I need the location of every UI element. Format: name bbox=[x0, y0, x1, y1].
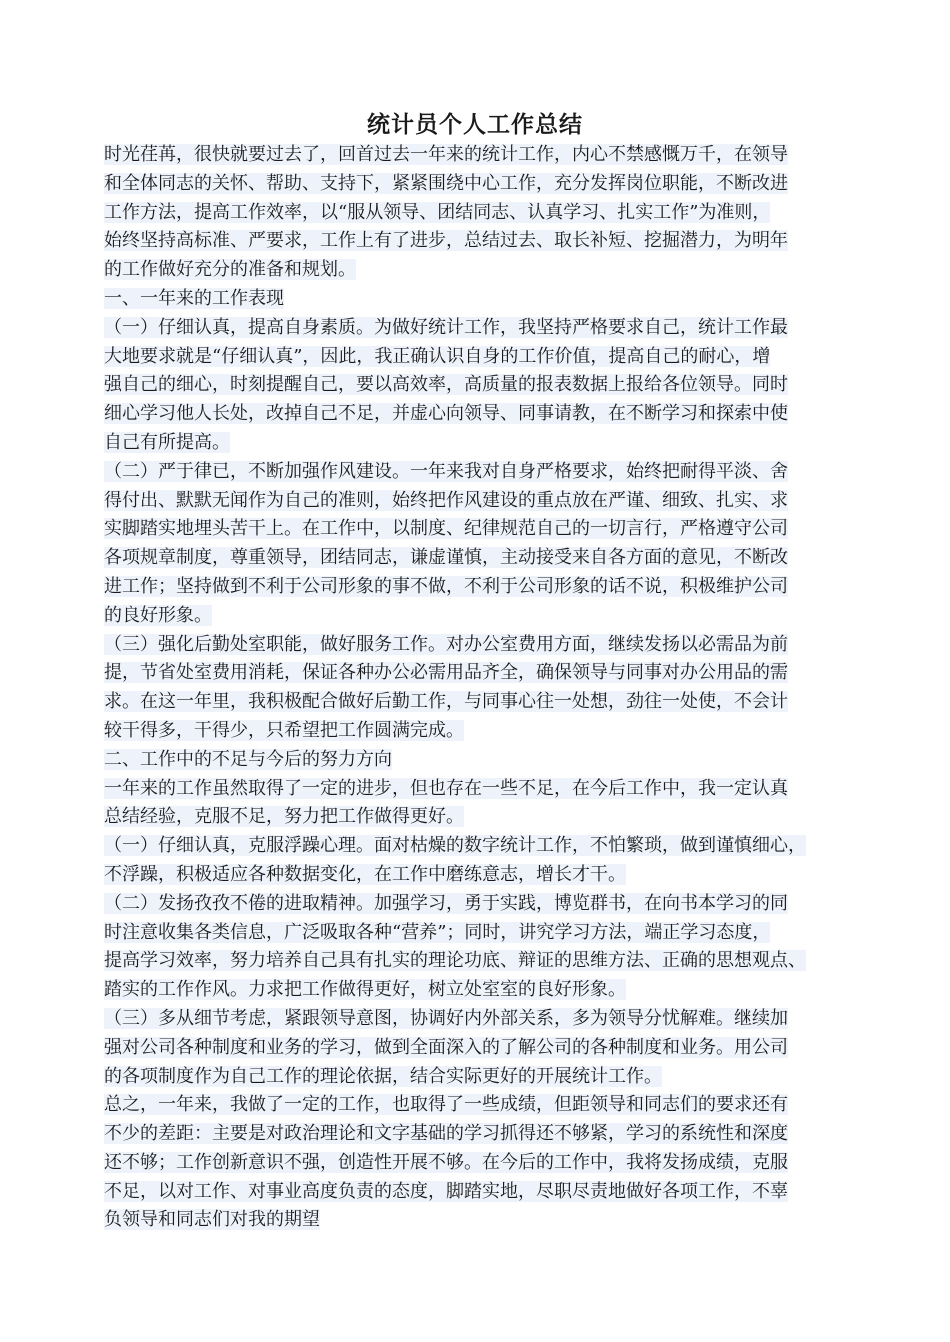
text-line bbox=[104, 832, 852, 861]
text-line-content: 的良好形象。 bbox=[104, 604, 212, 626]
text-line bbox=[104, 746, 852, 775]
text-line-content: 得付出、默默无闻作为自己的准则，始终把作风建设的重点放在严谨、细致、扎实、求 bbox=[104, 489, 788, 511]
text-line-content: 进工作；坚持做到不利于公司形象的事不做，不利于公司形象的话不说，积极维护公司 bbox=[104, 575, 788, 597]
text-line-content: 时光荏苒，很快就要过去了，回首过去一年来的统计工作，内心不禁感慨万千，在领导 bbox=[104, 144, 788, 165]
text-line bbox=[104, 602, 852, 631]
text-line-content: 时注意收集各类信息，广泛吸取各种“营养”；同时，讲究学习方法，端正学习态度， bbox=[104, 921, 771, 943]
text-line-content: 不足，以对工作、对事业高度负责的态度，脚踏实地，尽职尽责地做好各项工作，不辜 bbox=[104, 1180, 788, 1202]
text-line-content: 不少的差距：主要是对政治理论和文字基础的学习抓得还不够紧，学习的系统性和深度 bbox=[104, 1123, 788, 1145]
text-line bbox=[104, 688, 852, 717]
text-line-content: （三）强化后勤处室职能，做好服务工作。对办公室费用方面，继续发扬以必需品为前 bbox=[104, 633, 788, 655]
text-line-content: 不浮躁，积极适应各种数据变化，在工作中磨练意志，增长才干。 bbox=[104, 863, 626, 885]
text-line-content: 二、工作中的不足与今后的努力方向 bbox=[104, 748, 392, 770]
text-line bbox=[104, 170, 852, 199]
document-title: 统计员个人工作总结 bbox=[367, 111, 583, 138]
text-line-content: 强对公司各种制度和业务的学习，做到全面深入的了解公司的各种制度和业务。用公司 bbox=[104, 1036, 788, 1058]
text-line-content: （三）多从细节考虑，紧跟领导意图，协调好内外部关系，多为领导分忧解难。继续加 bbox=[104, 1007, 788, 1029]
text-line-content: （一）仔细认真，提高自身素质。为做好统计工作，我坚持严格要求自己，统计工作最 bbox=[104, 316, 788, 338]
text-line-content: 细心学习他人长处，改掉自己不足，并虚心向领导、同事请教，在不断学习和探索中使 bbox=[104, 403, 788, 425]
text-line bbox=[104, 429, 852, 458]
text-line bbox=[104, 371, 852, 400]
text-line bbox=[104, 285, 852, 314]
text-line-content: 实脚踏实地埋头苦干上。在工作中，以制度、纪律规范自己的一切言行，严格遵守公司 bbox=[104, 518, 788, 540]
text-line bbox=[104, 919, 852, 948]
text-line bbox=[104, 1091, 852, 1120]
text-line-content: 和全体同志的关怀、帮助、支持下，紧紧围绕中心工作，充分发挥岗位职能，不断改进 bbox=[104, 172, 788, 194]
text-line bbox=[104, 659, 852, 688]
text-line-content: 负领导和同志们对我的期望 bbox=[104, 1209, 320, 1231]
text-line-content: 提高学习效率，努力培养自己具有扎实的理论功底、辩证的思维方法、正确的思想观点、 bbox=[104, 950, 806, 972]
text-line-content: （二）严于律已，不断加强作风建设。一年来我对自身严格要求，始终把耐得平淡、舍 bbox=[104, 460, 788, 482]
text-line-content: 的工作做好充分的准备和规划。 bbox=[104, 259, 356, 281]
text-line-content: 提，节省处室费用消耗，保证各种办公必需用品齐全，确保领导与同事对办公用品的需 bbox=[104, 662, 788, 684]
text-line bbox=[104, 227, 852, 256]
text-line bbox=[104, 256, 852, 285]
text-line bbox=[104, 1120, 852, 1149]
text-line bbox=[104, 544, 852, 573]
text-line bbox=[104, 631, 852, 660]
text-line bbox=[104, 1206, 852, 1235]
text-line-content: 总之，一年来，我做了一定的工作，也取得了一些成绩，但距领导和同志们的要求还有 bbox=[104, 1094, 788, 1116]
text-line bbox=[104, 1149, 852, 1178]
text-line bbox=[104, 1178, 852, 1207]
text-line-content: 一、一年来的工作表现 bbox=[104, 287, 284, 309]
text-line bbox=[104, 1063, 852, 1092]
text-line bbox=[104, 573, 852, 602]
text-line-content: 自己有所提高。 bbox=[104, 431, 230, 453]
document-body bbox=[104, 141, 852, 1235]
text-line bbox=[104, 343, 852, 372]
text-line bbox=[104, 515, 852, 544]
text-line-content: 踏实的工作作风。力求把工作做得更好，树立处室室的良好形象。 bbox=[104, 979, 626, 1001]
text-line bbox=[104, 947, 852, 976]
text-line bbox=[104, 314, 852, 343]
text-line-content: 求。在这一年里，我积极配合做好后勤工作，与同事心往一处想，劲往一处使，不会计 bbox=[104, 691, 788, 713]
text-line bbox=[104, 803, 852, 832]
text-line bbox=[104, 775, 852, 804]
text-line-content: 工作方法，提高工作效率，以“服从领导、团结同志、认真学习、扎实工作”为准则， bbox=[104, 201, 771, 223]
text-line-content: （二）发扬孜孜不倦的进取精神。加强学习，勇于实践，博览群书，在向书本学习的同 bbox=[104, 892, 788, 914]
text-line-content: 大地要求就是“仔细认真”，因此，我正确认识自身的工作价值，提高自己的耐心，增 bbox=[104, 345, 771, 367]
text-line bbox=[104, 1005, 852, 1034]
text-line-content: 还不够；工作创新意识不强，创造性开展不够。在今后的工作中，我将发扬成绩，克服 bbox=[104, 1151, 788, 1173]
text-line bbox=[104, 458, 852, 487]
text-line-content: 一年来的工作虽然取得了一定的进步，但也存在一些不足，在今后工作中，我一定认真 bbox=[104, 777, 788, 799]
text-line bbox=[104, 141, 852, 170]
text-line bbox=[104, 976, 852, 1005]
text-line-content: （一）仔细认真，克服浮躁心理。面对枯燥的数字统计工作，不怕繁琐，做到谨慎细心， bbox=[104, 835, 806, 857]
text-line-content: 始终坚持高标准、严要求，工作上有了进步，总结过去、取长补短、挖掘潜力，为明年 bbox=[104, 230, 788, 252]
text-line-content: 总结经验，克服不足，努力把工作做得更好。 bbox=[104, 806, 464, 828]
text-line-content: 强自己的细心，时刻提醒自己，要以高效率，高质量的报表数据上报给各位领导。同时 bbox=[104, 374, 788, 396]
text-line-content: 的各项制度作为自己工作的理论依据，结合实际更好的开展统计工作。 bbox=[104, 1065, 662, 1087]
text-line bbox=[104, 890, 852, 919]
text-line bbox=[104, 400, 852, 429]
text-line bbox=[104, 717, 852, 746]
text-line-content: 各项规章制度，尊重领导，团结同志，谦虚谨慎，主动接受来自各方面的意见，不断改 bbox=[104, 547, 788, 569]
text-line bbox=[104, 199, 852, 228]
text-line bbox=[104, 487, 852, 516]
text-line bbox=[104, 1034, 852, 1063]
text-line-content: 较干得多，干得少，只希望把工作圆满完成。 bbox=[104, 719, 464, 741]
text-line bbox=[104, 861, 852, 890]
